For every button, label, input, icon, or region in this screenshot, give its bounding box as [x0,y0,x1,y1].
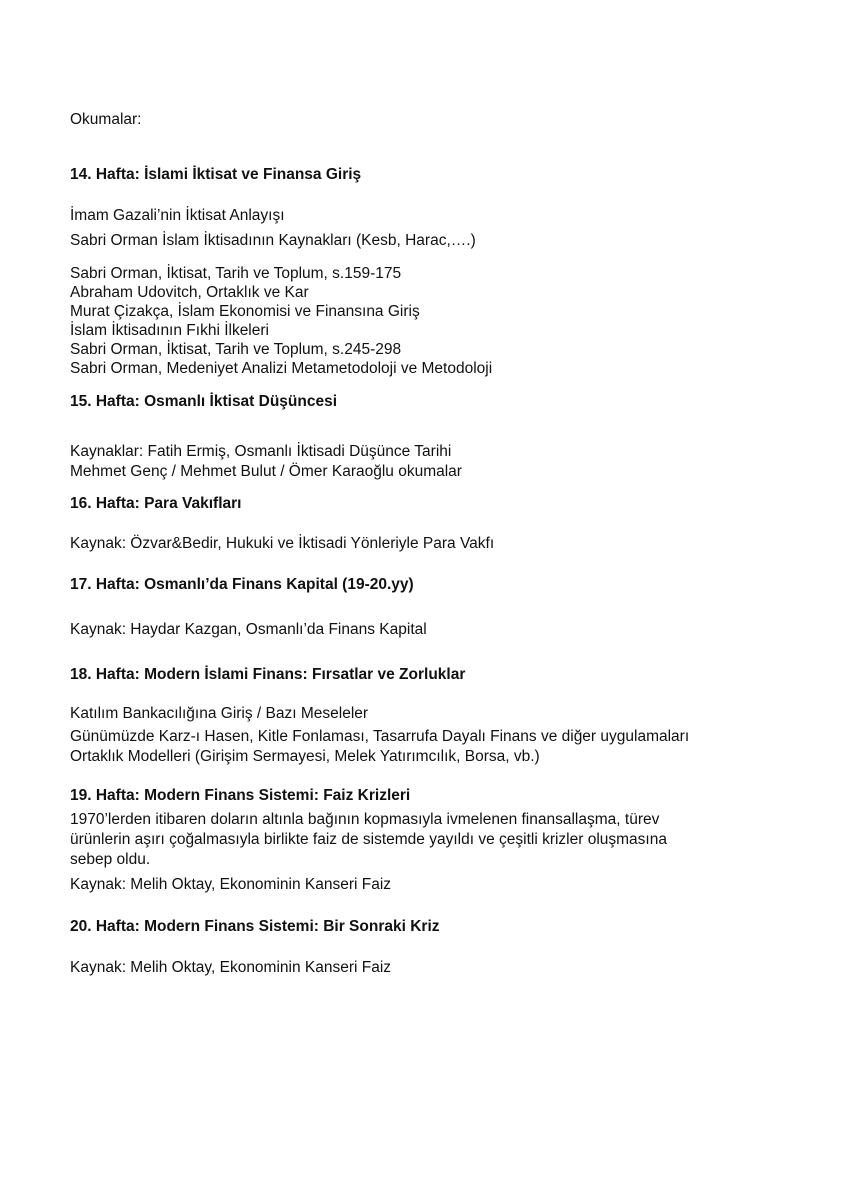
week-15-heading: 15. Hafta: Osmanlı İktisat Düşüncesi [70,393,338,410]
week-17-heading: 17. Hafta: Osmanlı’da Finans Kapital (19-20.yy) [70,576,414,593]
week-20-line: Kaynak: Melih Oktay, Ekonominin Kanseri Faiz [70,959,392,976]
week-16-line: Kaynak: Özvar&Bedir, Hukuki ve İktisadi Yönleriyle Para Vakfı [70,535,495,552]
week-19-line: ürünlerin aşırı çoğalmasıyla birlikte faiz de sistemde yayıldı ve çeşitli krizler oluşmasına [70,831,667,848]
week-14-line: Sabri Orman, İktisat, Tarih ve Toplum, s.159-175 [70,265,402,282]
week-14-line: Murat Çizakça, İslam Ekonomisi ve Finansına Giriş [70,303,420,320]
week-14-line: Sabri Orman, İktisat, Tarih ve Toplum, s.245-298 [70,341,402,358]
week-14-line: Abraham Udovitch, Ortaklık ve Kar [70,284,309,301]
intro-label: Okumalar: [70,111,142,128]
week-14-line: İslam İktisadının Fıkhi İlkeleri [70,322,269,339]
week-16-heading: 16. Hafta: Para Vakıfları [70,495,242,512]
week-19-line: 1970’lerden itibaren doların altınla bağının kopmasıyla ivmelenen finansallaşma, türev [70,811,660,828]
week-14-line: İmam Gazali’nin İktisat Anlayışı [70,207,285,224]
week-20-heading: 20. Hafta: Modern Finans Sistemi: Bir Sonraki Kriz [70,918,440,935]
week-14-heading: 14. Hafta: İslami İktisat ve Finansa Giriş [70,166,362,183]
week-14-line: Sabri Orman İslam İktisadının Kaynakları (Kesb, Harac,….) [70,232,476,249]
week-19-heading: 19. Hafta: Modern Finans Sistemi: Faiz Krizleri [70,787,411,804]
week-14-line: Sabri Orman, Medeniyet Analizi Metametodoloji ve Metodoloji [70,360,493,377]
week-18-heading: 18. Hafta: Modern İslami Finans: Fırsatlar ve Zorluklar [70,666,466,683]
week-18-line: Günümüzde Karz-ı Hasen, Kitle Fonlaması, Tasarrufa Dayalı Finans ve diğer uygulamaları [70,728,690,745]
week-18-line: Katılım Bankacılığına Giriş / Bazı Meseleler [70,705,369,722]
week-17-line: Kaynak: Haydar Kazgan, Osmanlı’da Finans Kapital [70,621,427,638]
week-18-line: Ortaklık Modelleri (Girişim Sermayesi, Melek Yatırımcılık, Borsa, vb.) [70,748,540,765]
week-19-line: sebep oldu. [70,851,151,868]
week-15-line: Kaynaklar: Fatih Ermiş, Osmanlı İktisadi Düşünce Tarihi [70,443,452,460]
week-19-line: Kaynak: Melih Oktay, Ekonominin Kanseri Faiz [70,876,392,893]
week-15-line: Mehmet Genç / Mehmet Bulut / Ömer Karaoğlu okumalar [70,463,462,480]
